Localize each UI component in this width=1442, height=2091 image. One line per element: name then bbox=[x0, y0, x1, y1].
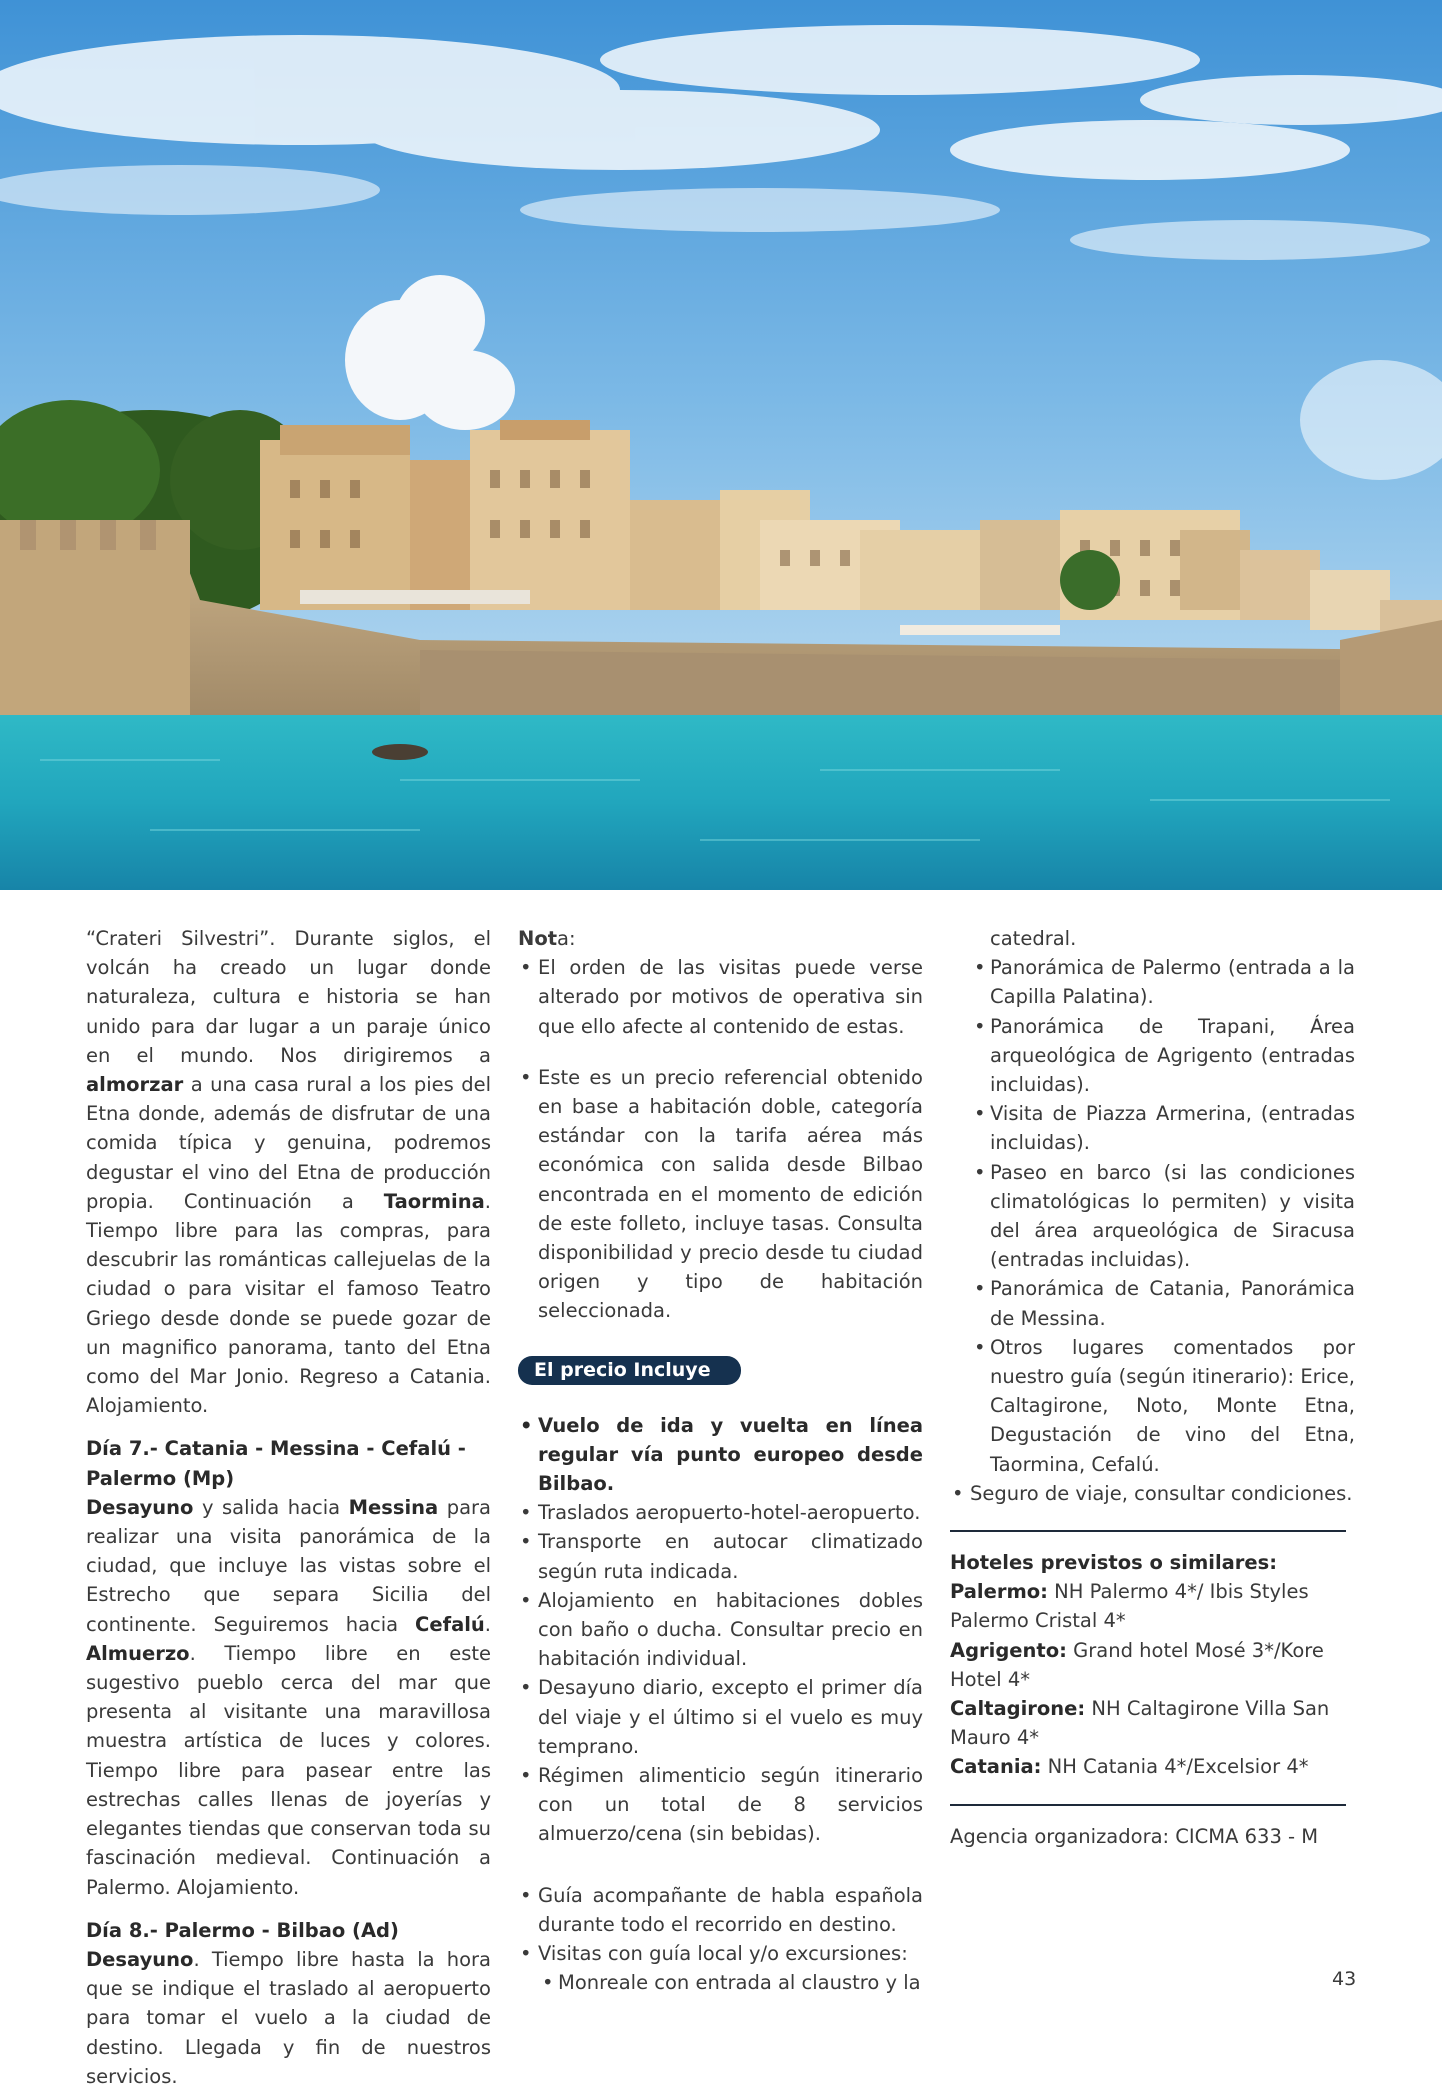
divider bbox=[950, 1804, 1346, 1806]
note-heading bbox=[518, 924, 923, 953]
text-run: . Tiempo libre en este sugestivo pueblo cerca del mar que presenta al visitante una maravillosa muestra artística de luces y colores. Tiempo libre para pasear entre las estrechas calles llenas de joyerías y elegantes tiendas que conservan toda su fascinación medieval. Continuación a Palermo. Alojamiento. bbox=[86, 1641, 491, 1899]
includes-item: • Guía acompañante de habla española durante todo el recorrido en destino. bbox=[518, 1881, 923, 1939]
day8-text bbox=[86, 1945, 491, 2091]
bold-run: Taormina bbox=[383, 1189, 485, 1213]
visit-item: • Paseo en barco (si las condiciones climatológicas lo permiten) y visita del área arqueológica de Siracusa (entradas incluidas). bbox=[978, 1158, 1355, 1275]
includes-list-end bbox=[950, 1479, 1355, 1508]
hotel-city: Catania: bbox=[950, 1755, 1042, 1779]
hero-photo-siracusa-coast bbox=[0, 0, 1442, 890]
notes-and-includes-column bbox=[518, 924, 923, 1998]
hotels-heading: Hoteles previstos o similares: bbox=[950, 1551, 1278, 1575]
includes-item-insurance: • Seguro de viaje, consultar condiciones. bbox=[950, 1479, 1355, 1508]
includes-item: • Alojamiento en habitaciones dobles con baño o ducha. Consultar precio en habitación individual. bbox=[518, 1586, 923, 1674]
agency-line: Agencia organizadora: CICMA 633 - M bbox=[950, 1824, 1319, 1848]
hotel-city: Palermo: bbox=[950, 1580, 1048, 1604]
note-list bbox=[518, 953, 923, 1325]
hotel-line bbox=[950, 1694, 1355, 1752]
hero-photo-illustration bbox=[0, 0, 1442, 890]
bold-run: Almuerzo bbox=[86, 1641, 190, 1665]
hotel-city: Agrigento: bbox=[950, 1638, 1067, 1662]
divider bbox=[950, 1530, 1346, 1532]
visit-item: • Panorámica de Palermo (entrada a la Capilla Palatina). bbox=[978, 953, 1355, 1011]
text-run: y salida hacia bbox=[193, 1495, 349, 1519]
note-heading-bold: Not bbox=[518, 927, 558, 950]
hotel-line bbox=[950, 1752, 1355, 1781]
day7-title: Día 7.- Catania - Messina - Cefalú - Palermo (Mp) bbox=[86, 1437, 466, 1490]
hotel-line bbox=[950, 1577, 1355, 1635]
day8-title: Día 8.- Palermo - Bilbao (Ad) bbox=[86, 1918, 399, 1942]
note-heading-rest: a: bbox=[557, 927, 576, 950]
bold-run: almorzar bbox=[86, 1073, 184, 1097]
visits-and-hotels-column bbox=[950, 924, 1355, 1851]
bold-run: Cefalú bbox=[415, 1612, 485, 1636]
text-run: . Tiempo libre para las compras, para descubrir las románticas callejuelas de la ciudad o para visitar el famoso Teatro Griego desde donde se puede gozar de un magnifico panorama, tanto del Etna como del Mar Jonio. Regreso a Catania. Alojamiento. bbox=[86, 1189, 491, 1418]
hotel-names: NH Palermo 4*/ Ibis Styles Palermo Cristal 4* bbox=[950, 1580, 1309, 1633]
hotel-line bbox=[950, 1636, 1355, 1694]
visits-sublist bbox=[950, 953, 1355, 1479]
hotel-names: NH Caltagirone Villa San Mauro 4* bbox=[950, 1697, 1330, 1750]
hotel-names: Grand hotel Mosé 3*/Kore Hotel 4* bbox=[950, 1638, 1324, 1691]
visit-item: • Visita de Piazza Armerina, (entradas incluidas). bbox=[978, 1099, 1355, 1157]
visits-sublist bbox=[518, 1968, 923, 1997]
text-run: a una casa rural a los pies del Etna donde, además de disfrutar de una comida típica y genuina, podremos degustar el vino del Etna de producción propia. Continuación a bbox=[86, 1073, 491, 1213]
includes-list bbox=[518, 1411, 923, 1969]
day7-text bbox=[86, 1493, 491, 1902]
includes-item: • Desayuno diario, excepto el primer día del viaje y el último si el vuelo es muy temprano. bbox=[518, 1673, 923, 1761]
bold-run: Desayuno bbox=[86, 1495, 194, 1519]
text-run: . bbox=[484, 1612, 491, 1636]
includes-item-flight: • Vuelo de ida y vuelta en línea regular vía punto europeo desde Bilbao. bbox=[518, 1411, 923, 1499]
includes-item: • Transporte en autocar climatizado según ruta indicada. bbox=[518, 1527, 923, 1585]
visit-item: • Panorámica de Trapani, Área arqueológica de Agrigento (entradas incluidas). bbox=[978, 1012, 1355, 1100]
hotel-city: Caltagirone: bbox=[950, 1697, 1086, 1721]
includes-item: • Régimen alimenticio según itinerario con un total de 8 servicios almuerzo/cena (sin bebidas). bbox=[518, 1761, 923, 1849]
note-item: • El orden de las visitas puede verse alterado por motivos de operativa sin que ello afecte al contenido de estas. bbox=[518, 953, 923, 1041]
text-run: . Tiempo libre hasta la hora que se indique el traslado al aeropuerto para tomar el vuelo a la ciudad de destino. Llegada y fin de nuestros servicios. bbox=[86, 1947, 491, 2088]
visit-item-continuation: catedral. bbox=[990, 927, 1077, 950]
text-run: “Crateri Silvestri”. Durante siglos, el volcán ha creado un lugar donde naturaleza, cultura e historia se han unido para dar lugar a un paraje único en el mundo. Nos dirigiremos a bbox=[86, 927, 491, 1067]
text-run: para realizar una visita panorámica de la ciudad, que incluye las vistas sobre el Estrecho que separa Sicilia del continente. Seguiremos hacia bbox=[86, 1495, 491, 1636]
note-item: • Este es un precio referencial obtenido en base a habitación doble, categoría estándar con la tarifa aérea más económica con salida desde Bilbao encontrada en el momento de edición de este folleto, incluye tasas. Consulta disponibilidad y precio desde tu ciudad origen y tipo de habitación seleccionada. bbox=[518, 1063, 923, 1326]
visit-item: • Otros lugares comentados por nuestro guía (según itinerario): Erice, Caltagirone, Noto, Monte Etna, Degustación de vino del Etna, Taormina, Cefalú. bbox=[978, 1333, 1355, 1479]
visit-item: • Panorámica de Catania, Panorámica de Messina. bbox=[978, 1274, 1355, 1332]
includes-item: • Traslados aeropuerto-hotel-aeropuerto. bbox=[518, 1498, 923, 1527]
day8-section bbox=[86, 1916, 491, 2091]
hotel-names: NH Catania 4*/Excelsior 4* bbox=[1041, 1755, 1309, 1779]
itinerary-column bbox=[86, 924, 491, 2091]
day6-continuation-text bbox=[86, 924, 491, 1420]
includes-badge: El precio Incluye bbox=[518, 1356, 741, 1385]
bold-run: Desayuno bbox=[86, 1947, 194, 1971]
visit-item: • Monreale con entrada al claustro y la bbox=[546, 1968, 923, 1997]
bold-run: Messina bbox=[348, 1495, 439, 1519]
page-number: 43 bbox=[1332, 1968, 1357, 1990]
day7-section bbox=[86, 1434, 491, 1901]
includes-item: • Visitas con guía local y/o excursiones: bbox=[518, 1939, 923, 1968]
